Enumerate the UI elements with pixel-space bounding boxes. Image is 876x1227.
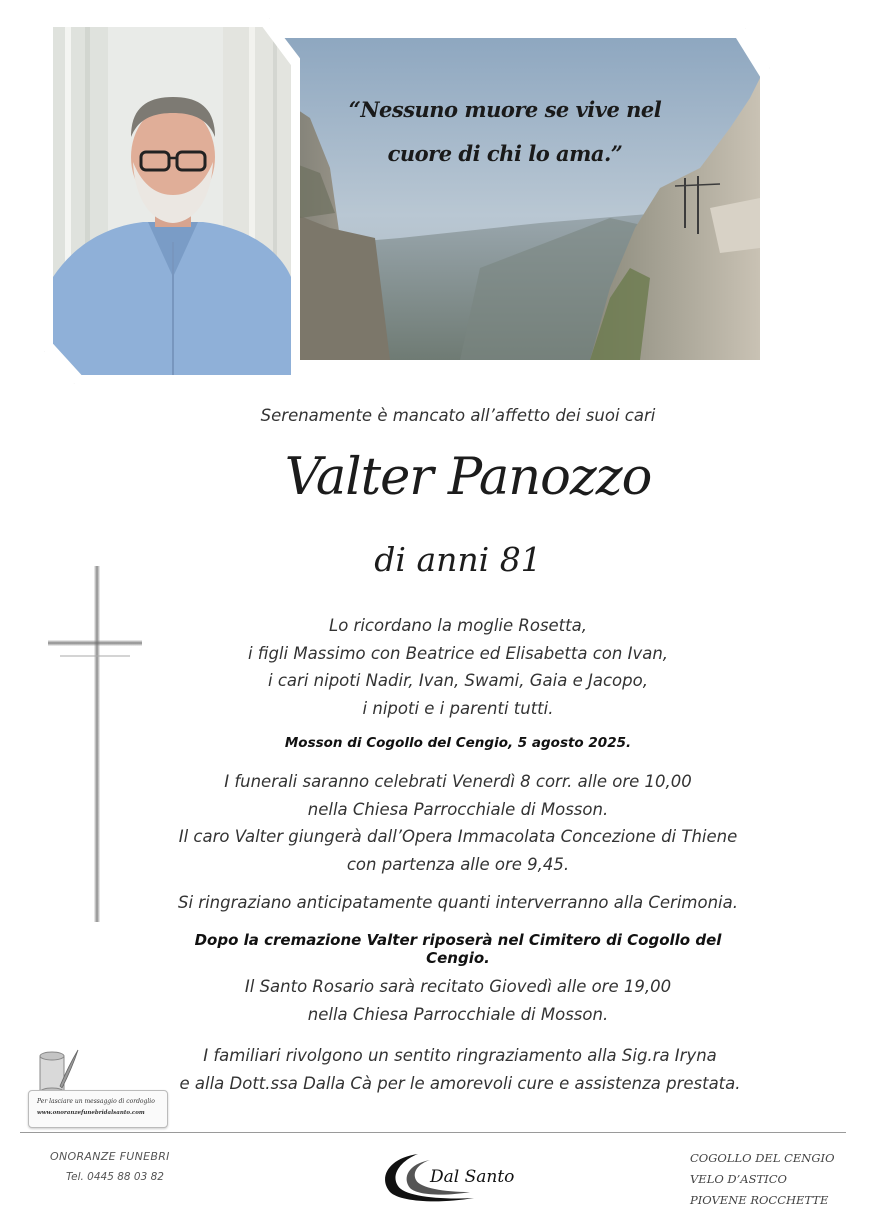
scroll-quill-icon[interactable]: [34, 1048, 80, 1096]
condolence-message-label: Per lasciare un messaggio di cordoglio: [37, 1098, 155, 1105]
dal-santo-logo-icon: [378, 1148, 528, 1206]
landscape-photo-frame: [270, 28, 770, 370]
cross-icon-arm-shadow: [60, 655, 130, 657]
acknowledgement-text: I familiari rivolgono un sentito ringraziamento alla Sig.ra Iryna e alla Dott.ssa Dalla Cà per le amorevoli cure e assistenza prestata.: [179, 1046, 741, 1093]
condolence-website-link[interactable]: www.onoranzefunebridalsanto.com: [37, 1110, 145, 1116]
footer-divider: [20, 1132, 846, 1133]
place-date: Mosson di Cogollo del Cengio, 5 agosto 2025.: [284, 735, 632, 751]
condolence-message-box[interactable]: [28, 1090, 168, 1128]
deceased-name: Valter Panozzo: [284, 448, 652, 507]
portrait-photo: [53, 27, 291, 375]
company-label: ONORANZE FUNEBRI: [50, 1150, 170, 1163]
cremation-text: Dopo la cremazione Valter riposerà nel Cimitero di Cogollo del Cengio.: [194, 931, 722, 967]
deceased-age: di anni 81: [374, 540, 542, 579]
rosary-details: Il Santo Rosario sarà recitato Giovedì alle ore 19,00 nella Chiesa Parrocchiale di Mosson.: [244, 977, 672, 1024]
family-members: Lo ricordano la moglie Rosetta, i figli Massimo con Beatrice ed Elisabetta con Ivan, i cari nipoti Nadir, Ivan, Swami, Gaia e Jacopo, i nipoti e i parenti tutti.: [247, 616, 669, 718]
thanks-text: Si ringraziano anticipatamente quanti interverranno alla Cerimonia.: [178, 893, 738, 912]
company-phone: Tel. 0445 88 03 82: [66, 1171, 164, 1183]
cross-icon: [94, 566, 100, 922]
intro-text: Serenamente è mancato all’affetto dei suoi cari: [260, 406, 656, 425]
cross-icon-arm: [48, 640, 142, 646]
landscape-photo: [280, 38, 760, 360]
funeral-details: I funerali saranno celebrati Venerdì 8 corr. alle ore 10,00 nella Chiesa Parrocchiale di Mosson. Il caro Valter giungerà dall’Opera Immacolata Concezione di Thiene con partenza alle ore 9,45.: [178, 772, 738, 874]
company-locations: COGOLLO DEL CENGIO VELO D’ASTICO PIOVENE ROCCHETTE: [690, 1151, 835, 1207]
logo-text: Dal Santo: [430, 1167, 515, 1187]
portrait-photo-frame: [44, 18, 300, 384]
memorial-quote: “Nessuno muore se vive nel cuore di chi lo ama.”: [348, 97, 662, 166]
